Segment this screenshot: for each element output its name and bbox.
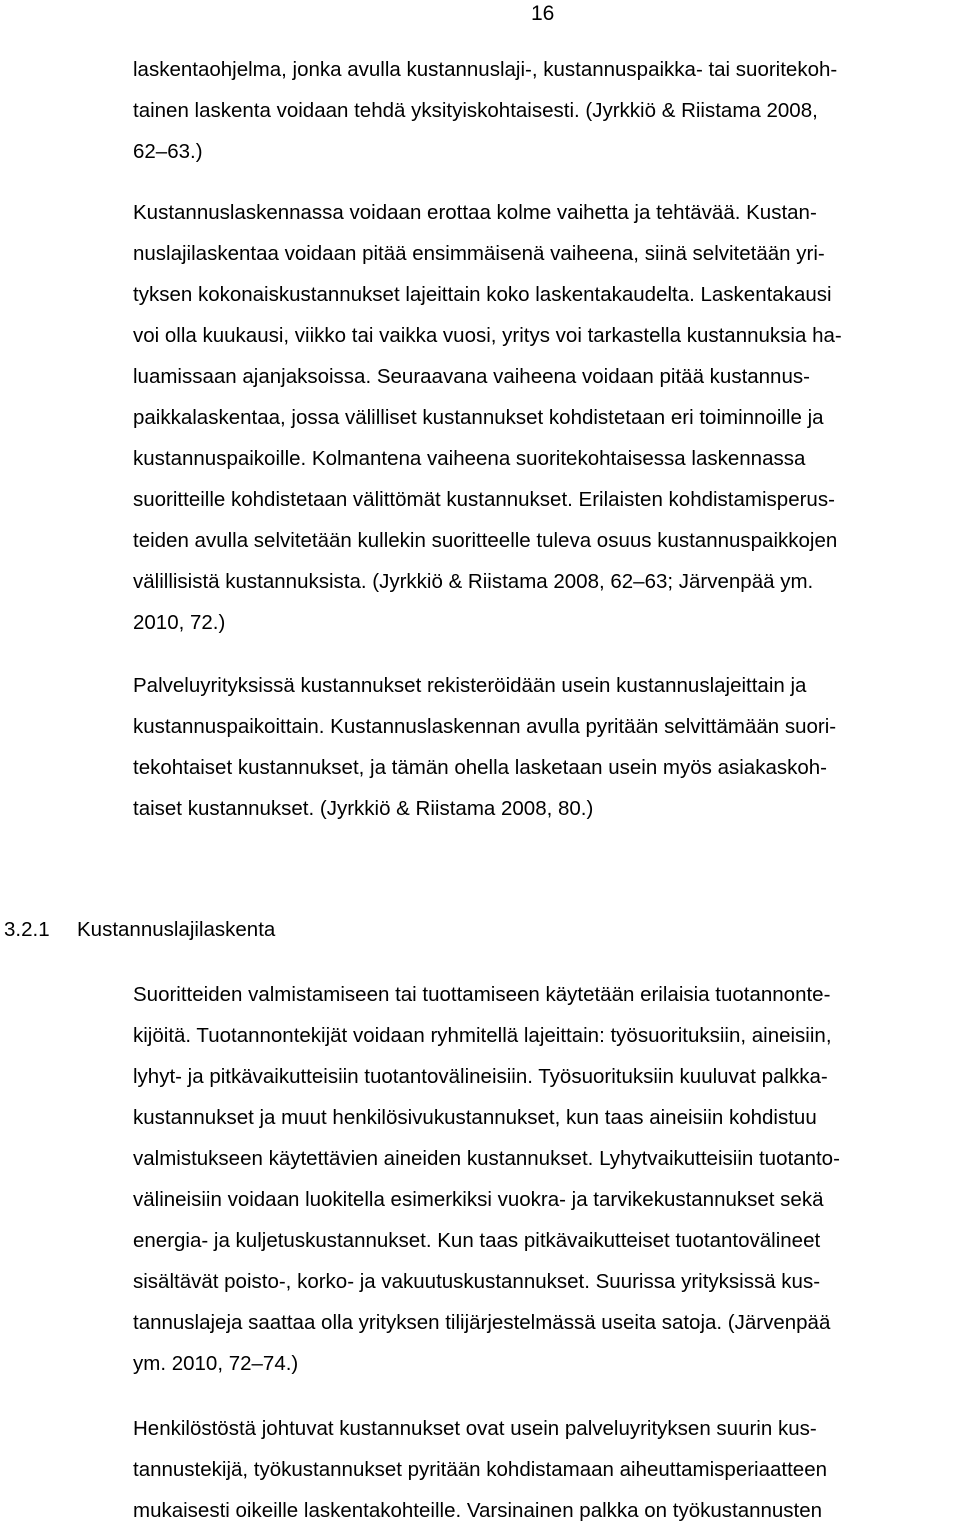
text-line: Kustannuslaskennassa voidaan erottaa kolme vaihetta ja tehtävää. Kustan- [133, 201, 817, 224]
text-line: tekohtaiset kustannukset, ja tämän ohella lasketaan usein myös asiakaskoh- [133, 756, 827, 779]
text-line: sisältävät poisto-, korko- ja vakuutuskustannukset. Suurissa yrityksissä kus- [133, 1270, 821, 1293]
text-line: Palveluyrityksissä kustannukset rekisteröidään usein kustannuslajeittain ja [133, 674, 807, 697]
text-line: välineisiin voidaan luokitella esimerkiksi vuokra- ja tarvikekustannukset sekä [133, 1188, 824, 1211]
text-line: Henkilöstöstä johtuvat kustannukset ovat usein palveluyrityksen suurin kus- [133, 1417, 817, 1440]
text-line: teiden avulla selvitetään kullekin suoritteelle tuleva osuus kustannuspaikkojen [133, 529, 838, 552]
text-line: tannuslajeja saattaa olla yrityksen tilijärjestelmässä useita satoja. (Järvenpää [133, 1311, 831, 1334]
text-line: luamissaan ajanjaksoissa. Seuraavana vaiheena voidaan pitää kustannus- [133, 365, 810, 388]
text-line: tainen laskenta voidaan tehdä yksityiskohtaisesti. (Jyrkkiö & Riistama 2008, [133, 99, 818, 122]
section-title: Kustannuslajilaskenta [77, 918, 276, 941]
text-line: mukaisesti oikeille laskentakohteille. Varsinainen palkka on työkustannusten [133, 1499, 823, 1522]
text-line: kustannukset ja muut henkilösivukustannukset, kun taas aineisiin kohdistuu [133, 1106, 817, 1129]
text-line: paikkalaskentaa, jossa välilliset kustannukset kohdistetaan eri toiminnoille ja [133, 406, 824, 429]
text-line: lyhyt- ja pitkävaikutteisiin tuotantovälineisiin. Työsuorituksiin kuuluvat palkka- [133, 1065, 828, 1088]
text-line: 62–63.) [133, 140, 203, 163]
text-line: 2010, 72.) [133, 611, 226, 634]
text-line: kustannuspaikoittain. Kustannuslaskennan avulla pyritään selvittämään suori- [133, 715, 837, 738]
page-number: 16 [531, 2, 555, 25]
text-line: ym. 2010, 72–74.) [133, 1352, 299, 1375]
text-line: kustannuspaikoille. Kolmantena vaiheena suoritekohtaisessa laskennassa [133, 447, 806, 470]
text-line: energia- ja kuljetuskustannukset. Kun taas pitkävaikutteiset tuotantovälineet [133, 1229, 821, 1252]
text-line: suoritteille kohdistetaan välittömät kustannukset. Erilaisten kohdistamisperus- [133, 488, 835, 511]
text-line: välillisistä kustannuksista. (Jyrkkiö & Riistama 2008, 62–63; Järvenpää ym. [133, 570, 814, 593]
text-line: laskentaohjelma, jonka avulla kustannuslaji-, kustannuspaikka- tai suoritekoh- [133, 58, 838, 81]
text-line: tannustekijä, työkustannukset pyritään kohdistamaan aiheuttamisperiaatteen [133, 1458, 828, 1481]
text-line: voi olla kuukausi, viikko tai vaikka vuosi, yritys voi tarkastella kustannuksia ha- [133, 324, 842, 347]
text-line: kijöitä. Tuotannontekijät voidaan ryhmitellä lajeittain: työsuorituksiin, aineisiin, [133, 1024, 832, 1047]
text-line: valmistukseen käytettävien aineiden kustannukset. Lyhytvaikutteisiin tuotanto- [133, 1147, 840, 1170]
text-line: nuslajilaskentaa voidaan pitää ensimmäisenä vaiheena, siinä selvitetään yri- [133, 242, 825, 265]
text-line: taiset kustannukset. (Jyrkkiö & Riistama 2008, 80.) [133, 797, 594, 820]
text-line: tyksen kokonaiskustannukset lajeittain koko laskentakaudelta. Laskentakausi [133, 283, 832, 306]
text-line: Suoritteiden valmistamiseen tai tuottamiseen käytetään erilaisia tuotannonte- [133, 983, 831, 1006]
section-number: 3.2.1 [4, 918, 50, 941]
